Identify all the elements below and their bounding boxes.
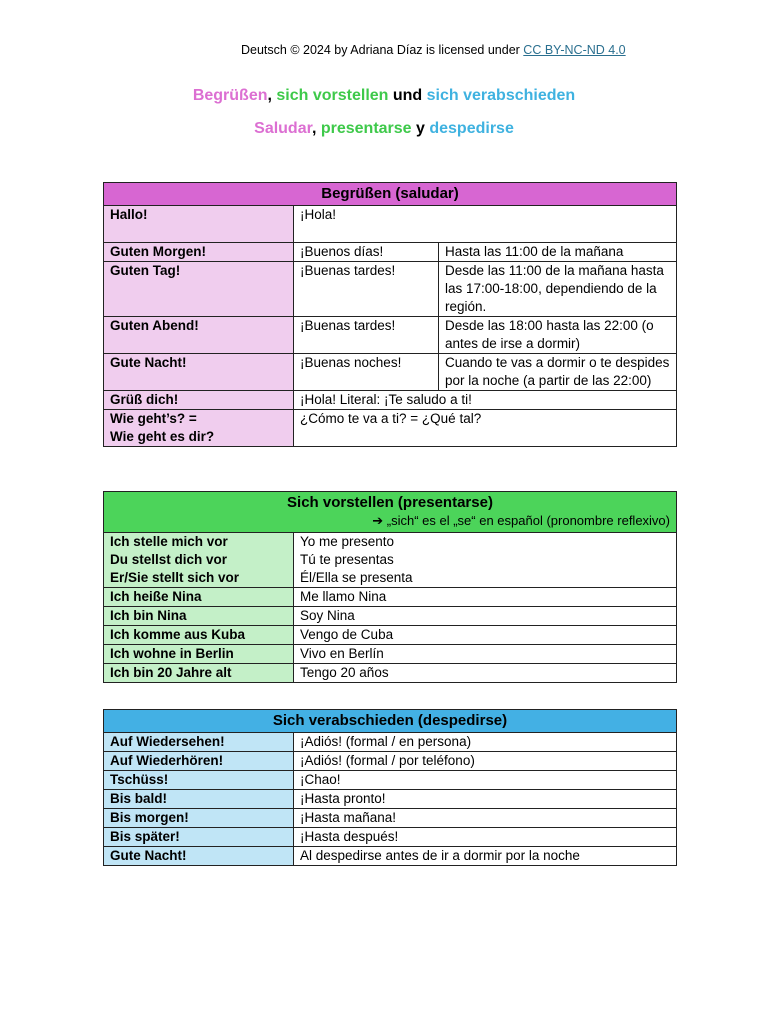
title-es-sep2: y [411,120,430,137]
greet-note: Desde las 18:00 hasta las 22:00 (o antes de irse a dormir) [439,317,677,354]
license-text: Deutsch © 2024 by Adriana Díaz is licensed under [241,43,524,57]
bye-de: Tschüss! [104,771,294,790]
intro-es: Tengo 20 años [294,664,677,683]
title-es-intro: presentarse [320,120,412,137]
greet-de: Guten Morgen! [104,243,294,262]
title-german [0,87,768,105]
title-de-greet: Begrüßen [192,87,268,104]
bye-es: ¡Hasta después! [294,828,677,847]
bye-de: Bis später! [104,828,294,847]
conj-es-2: Tú te presentas [300,552,394,567]
greet-de-line2: Wie geht es dir? [110,429,215,444]
title-de-sep2: und [388,87,427,104]
conj-es-1: Yo me presento [300,534,395,549]
bye-es: ¡Chao! [294,771,677,790]
intro-de: Ich bin Nina [104,607,294,626]
license-link[interactable]: CC BY-NC-ND 4.0 [523,43,626,57]
intro-de: Ich heiße Nina [104,588,294,607]
greet-de: Guten Tag! [104,262,294,317]
bye-es: Al despedirse antes de ir a dormir por la noche [294,847,677,866]
intro-de: Ich komme aus Kuba [104,626,294,645]
title-de-intro: sich vorstellen [276,87,389,104]
intro-es: Vivo en Berlín [294,645,677,664]
intro-de: Ich bin 20 Jahre alt [104,664,294,683]
conj-de-2: Du stellst dich vor [110,552,228,567]
bye-es: ¡Adiós! (formal / en persona) [294,733,677,752]
greet-note: Desde las 11:00 de la mañana hasta las 17:00-18:00, dependiendo de la región. [439,262,677,317]
intro-es: Soy Nina [294,607,677,626]
greetings-header: Begrüßen (saludar) [104,183,677,206]
greet-es: ¡Hola! Literal: ¡Te saludo a ti! [294,391,677,410]
greet-es: ¡Buenas tardes! [294,317,439,354]
intro-de [104,533,294,588]
intro-de: Ich wohne in Berlin [104,645,294,664]
bye-es: ¡Adiós! (formal / por teléfono) [294,752,677,771]
title-es-sep1: , [311,120,321,137]
introductions-title: Sich vorstellen (presentarse) [287,494,493,511]
greet-es: ¿Cómo te va a ti? = ¿Qué tal? [294,410,677,447]
greet-de: Grüß dich! [104,391,294,410]
license-line [0,43,768,57]
greet-de [104,410,294,447]
greet-es: ¡Hola! [294,206,677,243]
conj-de-1: Ich stelle mich vor [110,534,228,549]
intro-es: Me llamo Nina [294,588,677,607]
greet-es: ¡Buenas tardes! [294,262,439,317]
bye-de: Auf Wiederhören! [104,752,294,771]
farewells-header: Sich verabschieden (despedirse) [104,710,677,733]
introductions-table [103,491,677,683]
introductions-header [104,492,677,533]
conj-es-3: Él/Ella se presenta [300,570,413,585]
greet-de: Gute Nacht! [104,354,294,391]
bye-de: Bis morgen! [104,809,294,828]
bye-es: ¡Hasta mañana! [294,809,677,828]
bye-es: ¡Hasta pronto! [294,790,677,809]
reflexive-note: ➔ „sich“ es el „se“ en español (pronombre reflexivo) [372,513,670,528]
conj-de-3: Er/Sie stellt sich vor [110,570,240,585]
greet-es: ¡Buenas noches! [294,354,439,391]
greet-note: Hasta las 11:00 de la mañana [439,243,677,262]
intro-es: Vengo de Cuba [294,626,677,645]
farewells-table [103,709,677,866]
title-de-sep1: , [267,87,277,104]
greet-de: Hallo! [104,206,294,243]
greet-de: Guten Abend! [104,317,294,354]
title-es-greet: Saludar [254,120,312,137]
greet-note: Cuando te vas a dormir o te despides por la noche (a partir de las 22:00) [439,354,677,391]
greetings-table [103,182,677,447]
bye-de: Bis bald! [104,790,294,809]
bye-de: Gute Nacht! [104,847,294,866]
bye-de: Auf Wiedersehen! [104,733,294,752]
title-de-bye: sich verabschieden [426,87,576,104]
title-es-bye: despedirse [429,120,514,137]
title-spanish [0,120,768,138]
greet-de-line1: Wie geht’s? = [110,411,197,426]
intro-es [294,533,677,588]
greet-es: ¡Buenos días! [294,243,439,262]
